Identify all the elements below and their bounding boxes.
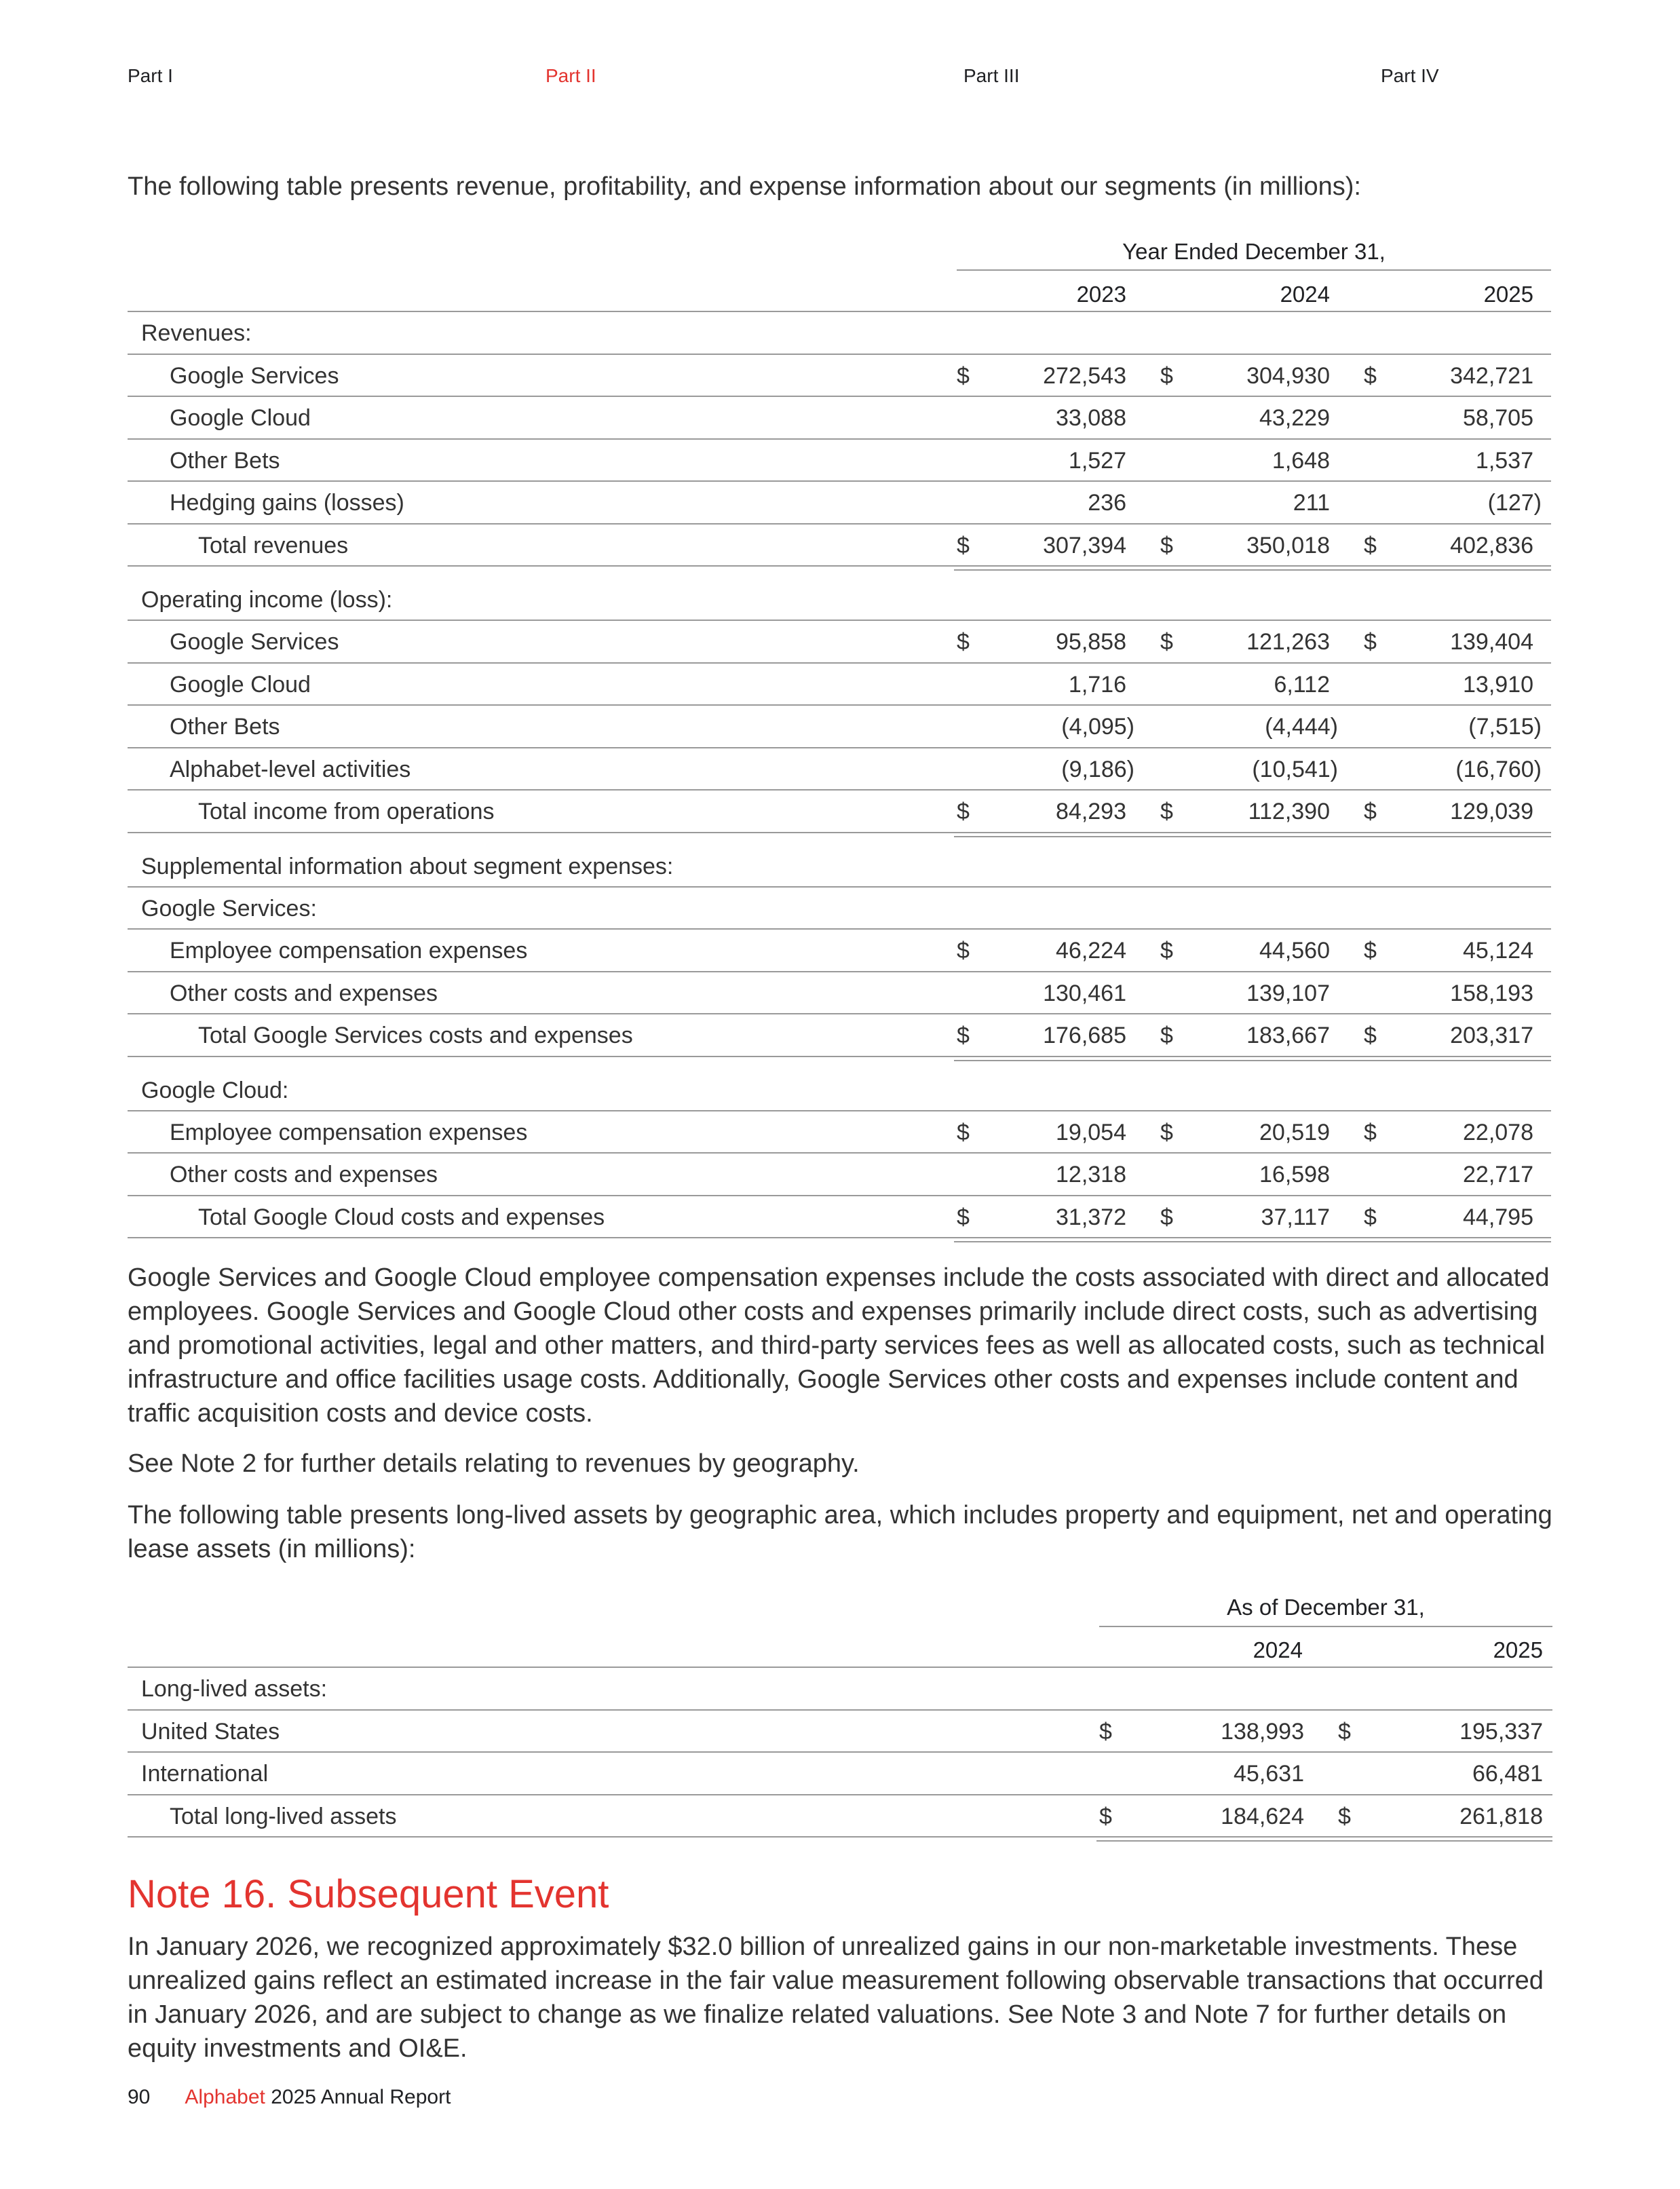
cell-value: 13,910 [1463, 671, 1533, 698]
dollar-sign: $ [1099, 1803, 1112, 1829]
dollar-sign: $ [1160, 532, 1173, 558]
dollar-sign: $ [1160, 362, 1173, 389]
segment-expense-note: Google Services and Google Cloud employee compensation expenses include the costs associated with direct and allocated employees. Google Services and Google Cloud other costs and expenses primarily include direct costs, such as advertising and promotional activities, legal and other matters, and third-party services fees as well as allocated costs, such as technical infrastructure and office facilities usage costs. Additionally, Google Services other costs and expenses include content and traffic acquisition costs and device costs. [128, 1263, 1550, 1428]
double-underline [954, 1056, 1551, 1061]
cell-value: 307,394 [1043, 532, 1126, 558]
row-label: Total revenues [198, 532, 349, 558]
dollar-sign: $ [1160, 1119, 1173, 1145]
cell-value: 236 [1088, 490, 1126, 516]
segments-table [128, 312, 1551, 1242]
table1-year-2024: 2024 [1280, 282, 1330, 307]
table-row [128, 1111, 1551, 1154]
cell-value: 45,631 [1234, 1761, 1304, 1787]
page-footer [128, 2086, 451, 2109]
row-label: Alphabet-level activities [170, 756, 411, 782]
row-label: Employee compensation expenses [170, 938, 528, 964]
total-row [128, 1795, 1552, 1838]
section-row [128, 1668, 1552, 1711]
nav-part-2[interactable]: Part II [546, 65, 596, 86]
cell-value: 37,117 [1261, 1204, 1330, 1230]
dollar-sign: $ [1364, 532, 1377, 558]
dollar-sign: $ [1160, 1204, 1173, 1230]
section-row [128, 312, 1551, 355]
cell-value: 158,193 [1450, 980, 1533, 1006]
dollar-sign: $ [1160, 799, 1173, 824]
cell-value: 20,519 [1259, 1119, 1330, 1145]
dollar-sign: $ [1099, 1718, 1112, 1745]
row-label: Google Cloud: [141, 1077, 289, 1103]
cell-value: 1,537 [1475, 447, 1533, 474]
cell-value: 1,648 [1272, 447, 1330, 474]
cell-value: (16,760) [1455, 756, 1542, 782]
total-row [128, 1196, 1551, 1239]
table2-intro: The following table presents long-lived assets by geographic area, which includes property and equipment, net and operating lease assets (in millions): [128, 1501, 1552, 1563]
dollar-sign: $ [1364, 1023, 1377, 1048]
cell-value: 22,717 [1463, 1162, 1533, 1187]
cell-value: 121,263 [1246, 629, 1330, 655]
cell-value: (4,095) [1061, 714, 1134, 740]
cell-value: 1,716 [1068, 671, 1126, 698]
dollar-sign: $ [957, 1119, 970, 1145]
table-row [128, 621, 1551, 664]
total-row [128, 791, 1551, 833]
cell-value: 304,930 [1246, 362, 1330, 389]
dollar-sign: $ [1364, 938, 1377, 964]
row-label: Hedging gains (losses) [170, 490, 404, 516]
cell-value: (9,186) [1061, 756, 1134, 782]
row-label: Supplemental information about segment expenses: [141, 853, 674, 879]
table-row [128, 482, 1551, 525]
table-row [128, 440, 1551, 482]
cell-value: 139,404 [1450, 629, 1533, 655]
cell-value: 211 [1293, 490, 1330, 516]
table-row [128, 748, 1551, 791]
section-row [128, 571, 1551, 621]
table-row [128, 706, 1551, 748]
row-label: Other Bets [170, 714, 280, 740]
section-row [128, 1061, 1551, 1111]
cell-value: 342,721 [1450, 362, 1533, 389]
table2-group-header: As of December 31, [1227, 1595, 1425, 1620]
table-row [128, 1154, 1551, 1196]
nav-part-1[interactable]: Part I [128, 65, 173, 86]
cell-value: 130,461 [1043, 980, 1126, 1006]
dollar-sign: $ [957, 629, 970, 655]
table2-group-underline [1099, 1626, 1552, 1627]
page-number: 90 [128, 2086, 151, 2108]
cell-value: 272,543 [1043, 362, 1126, 389]
cell-value: 129,039 [1450, 799, 1533, 824]
row-label: Google Cloud [170, 671, 311, 698]
cell-value: 176,685 [1043, 1023, 1126, 1048]
cell-value: 139,107 [1246, 980, 1330, 1006]
row-label: Google Services [170, 629, 339, 655]
dollar-sign: $ [957, 1204, 970, 1230]
row-label: Total Google Cloud costs and expenses [198, 1204, 605, 1230]
table-row [128, 1711, 1552, 1753]
dollar-sign: $ [1160, 629, 1173, 655]
dollar-sign: $ [1364, 1204, 1377, 1230]
row-label: Long-lived assets: [141, 1676, 328, 1702]
table-row [128, 397, 1551, 440]
dollar-sign: $ [1338, 1718, 1351, 1745]
dollar-sign: $ [957, 362, 970, 389]
double-underline [1096, 1836, 1552, 1842]
dollar-sign: $ [957, 799, 970, 824]
dollar-sign: $ [1364, 362, 1377, 389]
footer-brand: Alphabet [185, 2086, 265, 2108]
dollar-sign: $ [957, 938, 970, 964]
dollar-sign: $ [1160, 938, 1173, 964]
cell-value: 16,598 [1259, 1162, 1330, 1187]
row-label: Google Services: [141, 895, 317, 921]
dollar-sign: $ [957, 1023, 970, 1048]
cell-value: (7,515) [1468, 714, 1542, 740]
row-label: Total Google Services costs and expenses [198, 1023, 633, 1048]
table-row [128, 664, 1551, 706]
note-16-body: In January 2026, we recognized approximately $32.0 billion of unrealized gains in our non-marketable investments. These unrealized gains reflect an estimated increase in the fair value measurement following observable transactions that occurred in January 2026, and are subject to change as we finalize related valuations. See Note 3 and Note 7 for further details on equity investments and OI&E. [128, 1933, 1544, 2063]
cell-value: 45,124 [1463, 938, 1533, 964]
total-row [128, 525, 1551, 567]
table1-year-2023: 2023 [1076, 282, 1126, 307]
cell-value: 19,054 [1056, 1119, 1126, 1145]
table-row [128, 355, 1551, 398]
cell-value: 31,372 [1056, 1204, 1126, 1230]
cell-value: 46,224 [1056, 938, 1126, 964]
table1-group-underline [957, 269, 1551, 271]
nav-part-4[interactable]: Part IV [1381, 65, 1439, 86]
table1-group-header: Year Ended December 31, [1122, 239, 1386, 264]
row-label: Employee compensation expenses [170, 1119, 528, 1145]
cell-value: 44,560 [1259, 938, 1330, 964]
cell-value: 66,481 [1472, 1761, 1543, 1787]
geography-note: See Note 2 for further details relating to revenues by geography. [128, 1449, 860, 1478]
row-label: United States [141, 1718, 280, 1745]
cell-value: (127) [1487, 490, 1542, 516]
cell-value: 22,078 [1463, 1119, 1533, 1145]
row-label: Other Bets [170, 447, 280, 474]
table-row [128, 930, 1551, 972]
row-label: Operating income (loss): [141, 587, 393, 613]
cell-value: 195,337 [1459, 1718, 1543, 1745]
cell-value: 184,624 [1221, 1803, 1304, 1829]
cell-value: 44,795 [1463, 1204, 1533, 1230]
section-row [128, 837, 1551, 888]
dollar-sign: $ [1364, 799, 1377, 824]
cell-value: 112,390 [1248, 799, 1330, 824]
double-underline [954, 565, 1551, 571]
cell-value: 12,318 [1056, 1162, 1126, 1187]
cell-value: 261,818 [1459, 1803, 1543, 1829]
dollar-sign: $ [1160, 1023, 1173, 1048]
cell-value: 350,018 [1246, 532, 1330, 558]
cell-value: 58,705 [1463, 405, 1533, 431]
cell-value: 183,667 [1246, 1023, 1330, 1048]
double-underline [954, 832, 1551, 837]
total-row [128, 1014, 1551, 1057]
long-lived-assets-table [128, 1668, 1552, 1842]
cell-value: (10,541) [1252, 756, 1338, 782]
row-label: Total income from operations [198, 799, 495, 824]
table2-year-2024: 2024 [1253, 1637, 1303, 1662]
double-underline [954, 1237, 1551, 1242]
dollar-sign: $ [957, 532, 970, 558]
row-label: Google Services [170, 362, 339, 389]
row-label: Revenues: [141, 320, 252, 346]
top-navigation [0, 65, 1680, 92]
table2-year-2025: 2025 [1493, 1637, 1543, 1662]
cell-value: 95,858 [1056, 629, 1126, 655]
cell-value: (4,444) [1265, 714, 1338, 740]
row-label: Other costs and expenses [170, 1162, 438, 1187]
table1-year-2025: 2025 [1483, 282, 1533, 307]
dollar-sign: $ [1364, 1119, 1377, 1145]
cell-value: 1,527 [1068, 447, 1126, 474]
cell-value: 203,317 [1450, 1023, 1533, 1048]
cell-value: 33,088 [1056, 405, 1126, 431]
cell-value: 138,993 [1221, 1718, 1304, 1745]
section-row [128, 888, 1551, 930]
dollar-sign: $ [1338, 1803, 1351, 1829]
table-row [128, 972, 1551, 1015]
table-row [128, 1753, 1552, 1795]
nav-part-3[interactable]: Part III [963, 65, 1020, 86]
cell-value: 6,112 [1274, 671, 1330, 698]
footer-title: 2025 Annual Report [271, 2086, 451, 2108]
row-label: Other costs and expenses [170, 980, 438, 1006]
note-16-title: Note 16. Subsequent Event [128, 1872, 609, 1916]
row-label: Google Cloud [170, 405, 311, 431]
row-label: International [141, 1761, 269, 1787]
cell-value: 84,293 [1056, 799, 1126, 824]
table1-intro: The following table presents revenue, profitability, and expense information about our segments (in millions): [128, 172, 1361, 201]
cell-value: 402,836 [1450, 532, 1533, 558]
row-label: Total long-lived assets [170, 1803, 397, 1829]
dollar-sign: $ [1364, 629, 1377, 655]
cell-value: 43,229 [1259, 405, 1330, 431]
